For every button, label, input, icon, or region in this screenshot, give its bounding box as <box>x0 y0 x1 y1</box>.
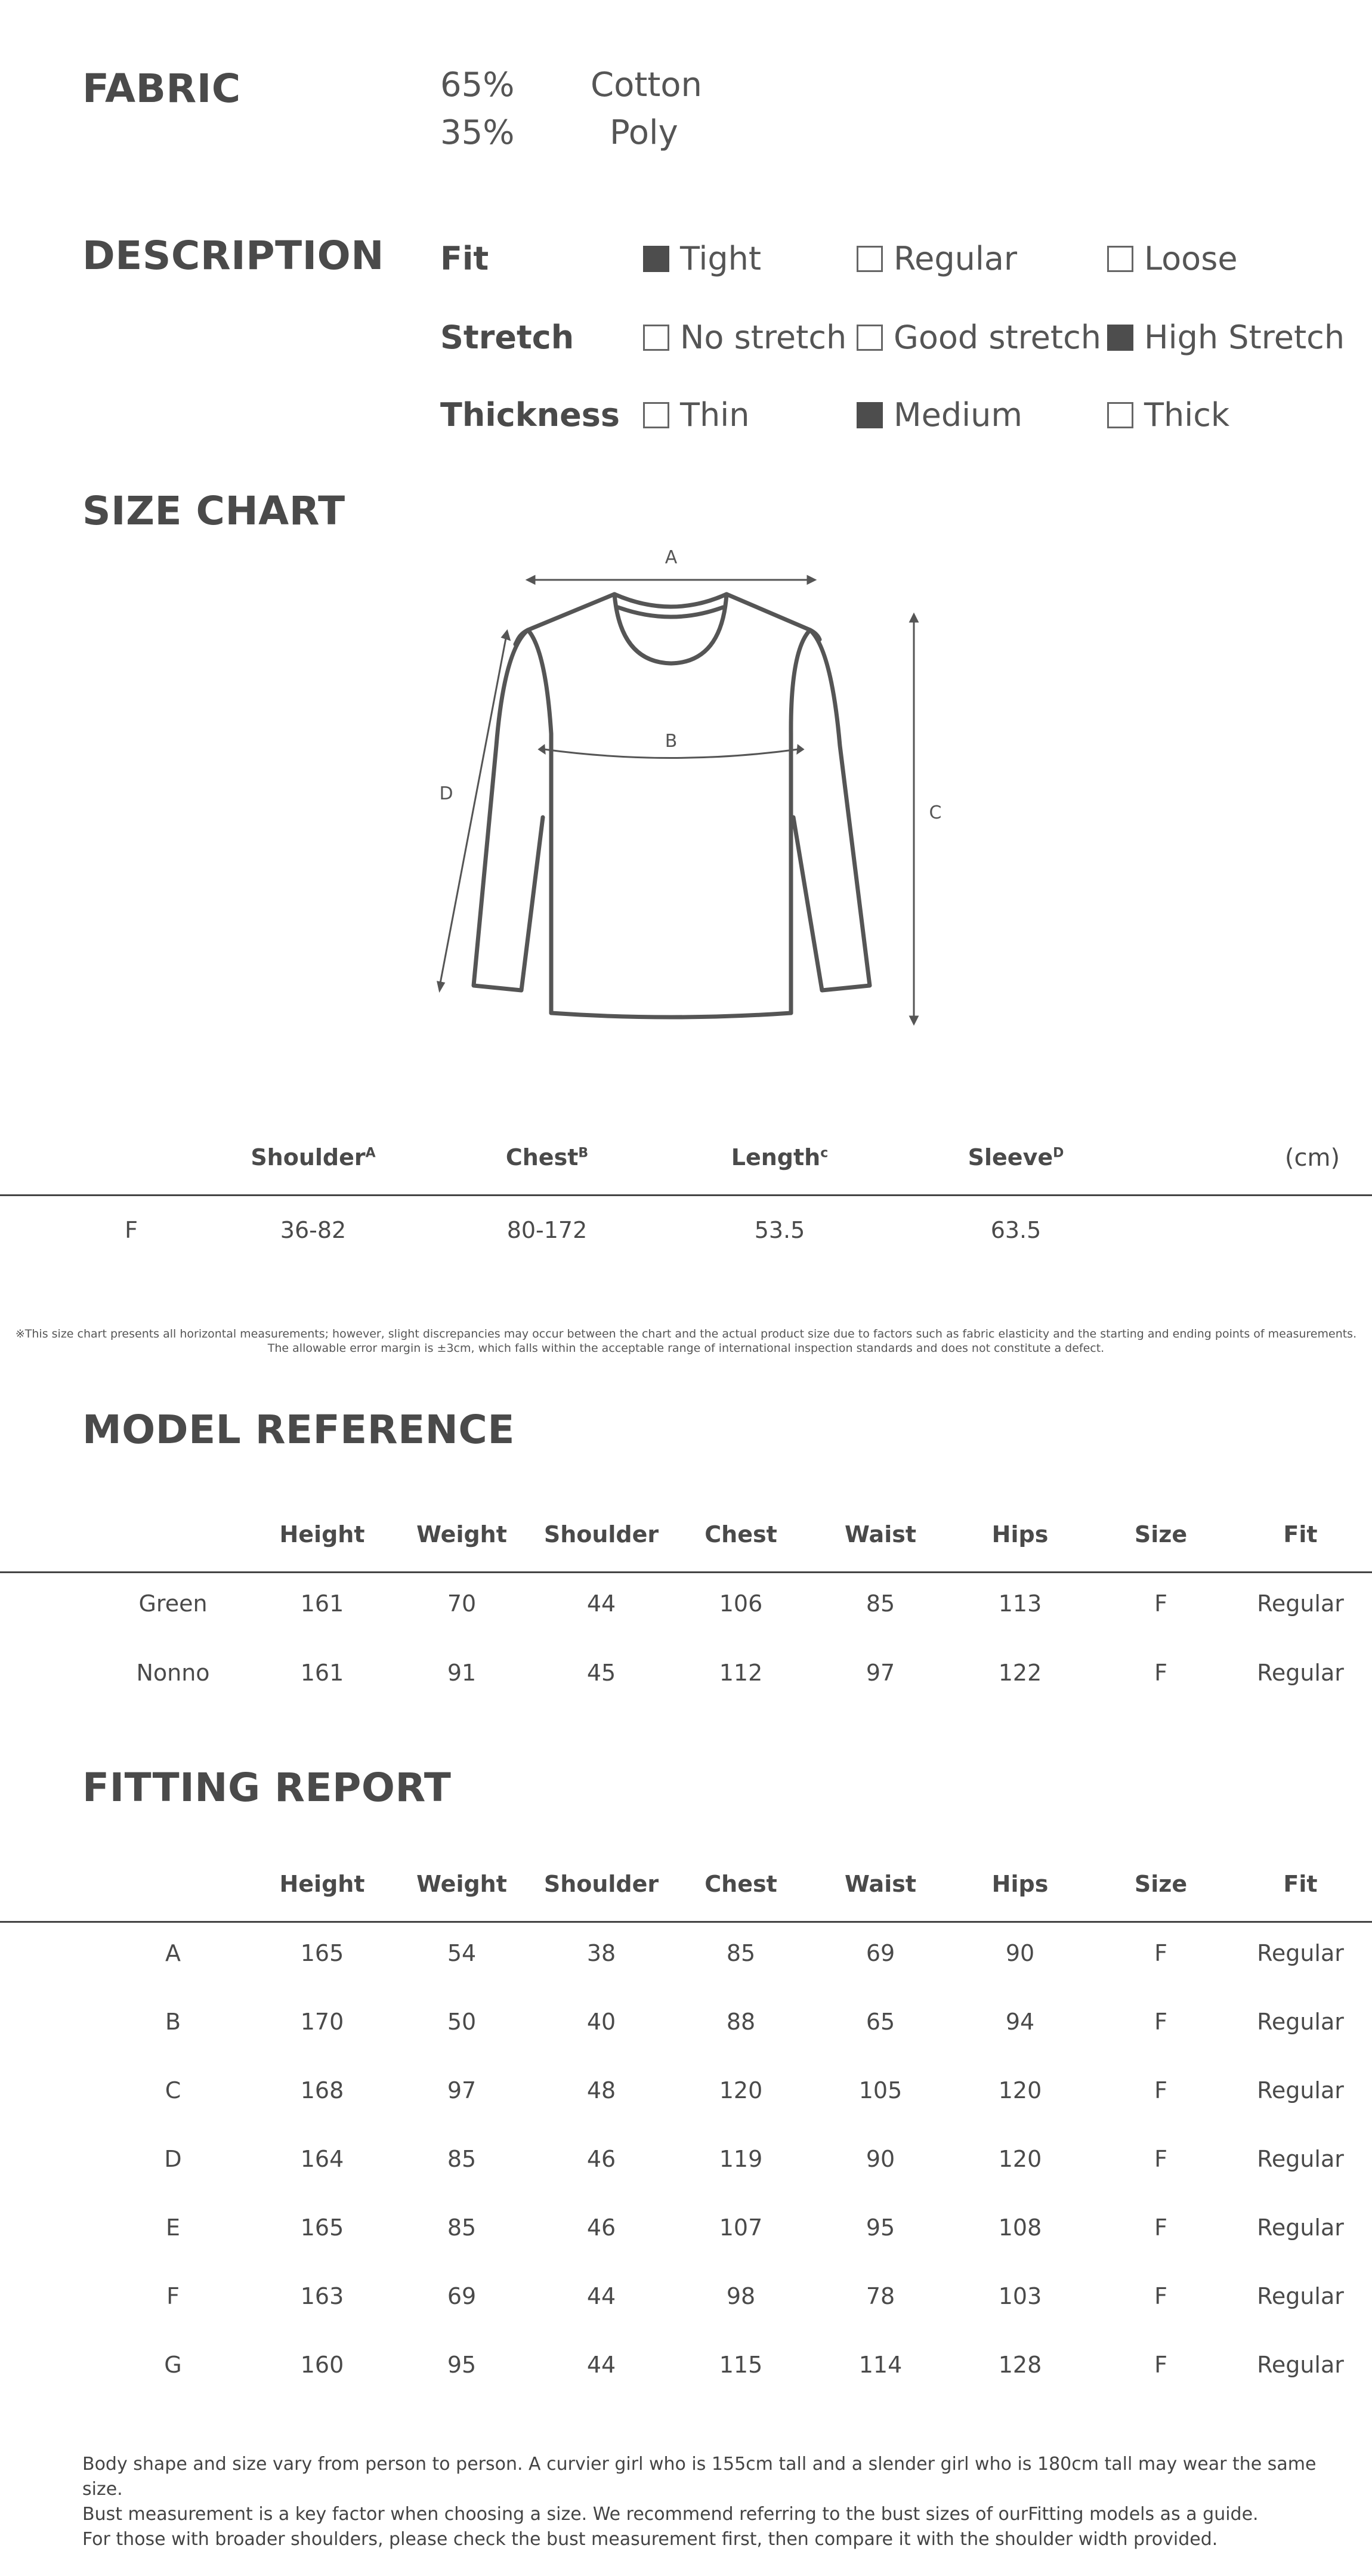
row-label: D <box>164 2146 182 2172</box>
table-cell: 112 <box>719 1660 763 1686</box>
sweater-diagram <box>0 0 1372 1050</box>
fit-option-loose-label: Loose <box>1144 240 1238 277</box>
table-cell: 46 <box>586 2214 616 2241</box>
size-cell-sleeve: 63.5 <box>990 1217 1042 1243</box>
table-cell: 95 <box>866 2214 895 2241</box>
footer-line: Bust measurement is a key factor when choosing a size. We recommend referring to the bust sizes of ourFitting models as a guide. <box>82 2504 1259 2525</box>
table-cell: 78 <box>866 2283 895 2309</box>
table-cell: 85 <box>447 2214 477 2241</box>
table-cell: 120 <box>719 2077 763 2104</box>
size-unit: (cm) <box>1284 1144 1340 1172</box>
table-cell: 161 <box>300 1660 344 1686</box>
table-cell: 97 <box>866 1660 895 1686</box>
fitting-report-heading: FITTING REPORT <box>82 1765 452 1811</box>
table-cell: 46 <box>586 2146 616 2172</box>
table-cell: 45 <box>586 1660 616 1686</box>
table-cell: 128 <box>998 2352 1042 2378</box>
fitting-table-rule <box>0 1921 1372 1923</box>
table-cell: Regular <box>1257 1660 1344 1686</box>
table-cell: 98 <box>726 2283 756 2309</box>
table-cell: 44 <box>586 1590 616 1617</box>
fabric-percent-1: 65% <box>440 66 515 104</box>
footer-line: Body shape and size vary from person to person. A curvier girl who is 155cm tall and a slender girl who is 180cm tall may wear the same size. <box>82 2454 1317 2500</box>
model-table-rule <box>0 1571 1372 1573</box>
table-cell: Regular <box>1257 1590 1344 1617</box>
model-header-hips: Hips <box>991 1521 1049 1548</box>
table-cell: Regular <box>1257 2077 1344 2104</box>
table-cell: 120 <box>998 2146 1042 2172</box>
model-header-weight: Weight <box>416 1521 507 1548</box>
table-cell: 54 <box>447 1940 477 1966</box>
thickness-option-thick-label: Thick <box>1144 396 1230 434</box>
fitting-header-hips: Hips <box>991 1871 1049 1897</box>
size-header-sleeve: Sleeve$^D$ <box>968 1144 1064 1170</box>
row-label: G <box>164 2352 182 2378</box>
model-header-chest: Chest <box>704 1521 777 1548</box>
description-heading: DESCRIPTION <box>82 233 385 279</box>
table-cell: 90 <box>1005 1940 1035 1966</box>
diagram-label-b: B <box>665 731 678 752</box>
table-cell: 97 <box>447 2077 477 2104</box>
table-cell: 160 <box>300 2352 344 2378</box>
size-header-length: Length$^c$ <box>731 1144 829 1170</box>
table-cell: F <box>1154 1940 1167 1966</box>
fit-option-regular-label: Regular <box>894 240 1018 277</box>
fitting-header-height: Height <box>279 1871 365 1897</box>
table-cell: 40 <box>586 2009 616 2035</box>
row-label: F <box>166 2283 180 2309</box>
table-cell: F <box>1154 1660 1167 1686</box>
table-cell: F <box>1154 2009 1167 2035</box>
table-cell: F <box>1154 2352 1167 2378</box>
model-reference-heading: MODEL REFERENCE <box>82 1407 515 1453</box>
table-cell: 65 <box>866 2009 895 2035</box>
table-cell: 85 <box>866 1590 895 1617</box>
model-header-height: Height <box>279 1521 365 1548</box>
table-cell: 119 <box>719 2146 763 2172</box>
stretch-option-high-stretch-label: High Stretch <box>1144 319 1345 356</box>
model-header-fit: Fit <box>1283 1521 1318 1548</box>
table-cell: 91 <box>447 1660 477 1686</box>
fabric-heading: FABRIC <box>82 66 241 112</box>
row-label: C <box>165 2077 181 2104</box>
table-cell: Regular <box>1257 1940 1344 1966</box>
diagram-label-a: A <box>665 547 678 568</box>
table-cell: 85 <box>447 2146 477 2172</box>
table-cell: 165 <box>300 2214 344 2241</box>
table-cell: 122 <box>998 1660 1042 1686</box>
table-cell: F <box>1154 1590 1167 1617</box>
table-cell: F <box>1154 2077 1167 2104</box>
size-row-label: F <box>125 1217 138 1243</box>
table-cell: 50 <box>447 2009 477 2035</box>
table-cell: F <box>1154 2214 1167 2241</box>
stretch-label: Stretch <box>440 319 574 356</box>
table-cell: Regular <box>1257 2283 1344 2309</box>
table-cell: 164 <box>300 2146 344 2172</box>
stretch-option-no-stretch-label: No stretch <box>680 319 847 356</box>
table-cell: 163 <box>300 2283 344 2309</box>
table-cell: Regular <box>1257 2352 1344 2378</box>
table-cell: 88 <box>726 2009 756 2035</box>
fitting-header-shoulder: Shoulder <box>543 1871 659 1897</box>
footer-note <box>82 2452 1335 2552</box>
fitting-header-chest: Chest <box>704 1871 777 1897</box>
diagram-label-c: C <box>929 802 942 823</box>
row-label: Nonno <box>136 1660 210 1686</box>
table-cell: 161 <box>300 1590 344 1617</box>
table-cell: 44 <box>586 2352 616 2378</box>
size-table-rule <box>0 1194 1372 1196</box>
fabric-material-1: Cotton <box>591 66 703 104</box>
table-cell: 165 <box>300 1940 344 1966</box>
table-cell: 70 <box>447 1590 477 1617</box>
row-label: Green <box>138 1590 208 1617</box>
table-cell: 115 <box>719 2352 763 2378</box>
table-cell: 170 <box>300 2009 344 2035</box>
size-cell-length: 53.5 <box>754 1217 805 1243</box>
row-label: A <box>165 1940 181 1966</box>
table-cell: 90 <box>866 2146 895 2172</box>
table-cell: F <box>1154 2146 1167 2172</box>
table-cell: 38 <box>586 1940 616 1966</box>
fitting-header-waist: Waist <box>844 1871 916 1897</box>
table-cell: 105 <box>858 2077 903 2104</box>
table-cell: 120 <box>998 2077 1042 2104</box>
table-cell: 85 <box>726 1940 756 1966</box>
footer-line: For those with broader shoulders, please check the bust measurement first, then compare it with the shoulder width provided. <box>82 2529 1218 2550</box>
model-header-waist: Waist <box>844 1521 916 1548</box>
size-cell-chest: 80-172 <box>506 1217 588 1243</box>
size-header-shoulder: Shoulder$^A$ <box>251 1144 376 1170</box>
fitting-header-fit: Fit <box>1283 1871 1318 1897</box>
table-cell: Regular <box>1257 2009 1344 2035</box>
fit-option-tight-label: Tight <box>680 240 762 277</box>
table-cell: 113 <box>998 1590 1042 1617</box>
size-header-chest: Chest$^B$ <box>505 1144 589 1170</box>
table-cell: 114 <box>858 2352 903 2378</box>
thickness-option-medium-label: Medium <box>894 396 1022 434</box>
table-cell: Regular <box>1257 2214 1344 2241</box>
model-header-shoulder: Shoulder <box>543 1521 659 1548</box>
sweater-outline-icon <box>474 594 870 1017</box>
thickness-option-thin-label: Thin <box>680 396 750 434</box>
diagram-label-d: D <box>439 783 453 804</box>
table-cell: 48 <box>586 2077 616 2104</box>
fit-label: Fit <box>440 240 489 277</box>
fabric-percent-2: 35% <box>440 113 515 152</box>
row-label: E <box>165 2214 180 2241</box>
table-cell: 108 <box>998 2214 1042 2241</box>
fabric-material-2: Poly <box>610 113 678 152</box>
size-chart-heading: SIZE CHART <box>82 488 345 534</box>
row-label: B <box>165 2009 181 2035</box>
size-cell-shoulder: 36-82 <box>280 1217 347 1243</box>
table-cell: 69 <box>866 1940 895 1966</box>
table-cell: 95 <box>447 2352 477 2378</box>
table-cell: 106 <box>719 1590 763 1617</box>
thickness-label: Thickness <box>440 396 620 434</box>
fitting-header-weight: Weight <box>416 1871 507 1897</box>
size-chart-note: ※This size chart presents all horizontal measurements; however, slight discrepancies may occur between the chart and the actual product size due to factors such as fabric elasticity and the starting and ending points of measurements. The allowable error margin is ±3cm, which falls within the acceptable range of international inspection standards and does not constitute a defect. <box>15 1327 1357 1355</box>
table-cell: F <box>1154 2283 1167 2309</box>
table-cell: 94 <box>1005 2009 1035 2035</box>
table-cell: 69 <box>447 2283 477 2309</box>
table-cell: 103 <box>998 2283 1042 2309</box>
table-cell: Regular <box>1257 2146 1344 2172</box>
stretch-option-good-stretch-label: Good stretch <box>894 319 1101 356</box>
table-cell: 168 <box>300 2077 344 2104</box>
table-cell: 44 <box>586 2283 616 2309</box>
fitting-header-size: Size <box>1134 1871 1188 1897</box>
table-cell: 107 <box>719 2214 763 2241</box>
model-header-size: Size <box>1134 1521 1188 1548</box>
